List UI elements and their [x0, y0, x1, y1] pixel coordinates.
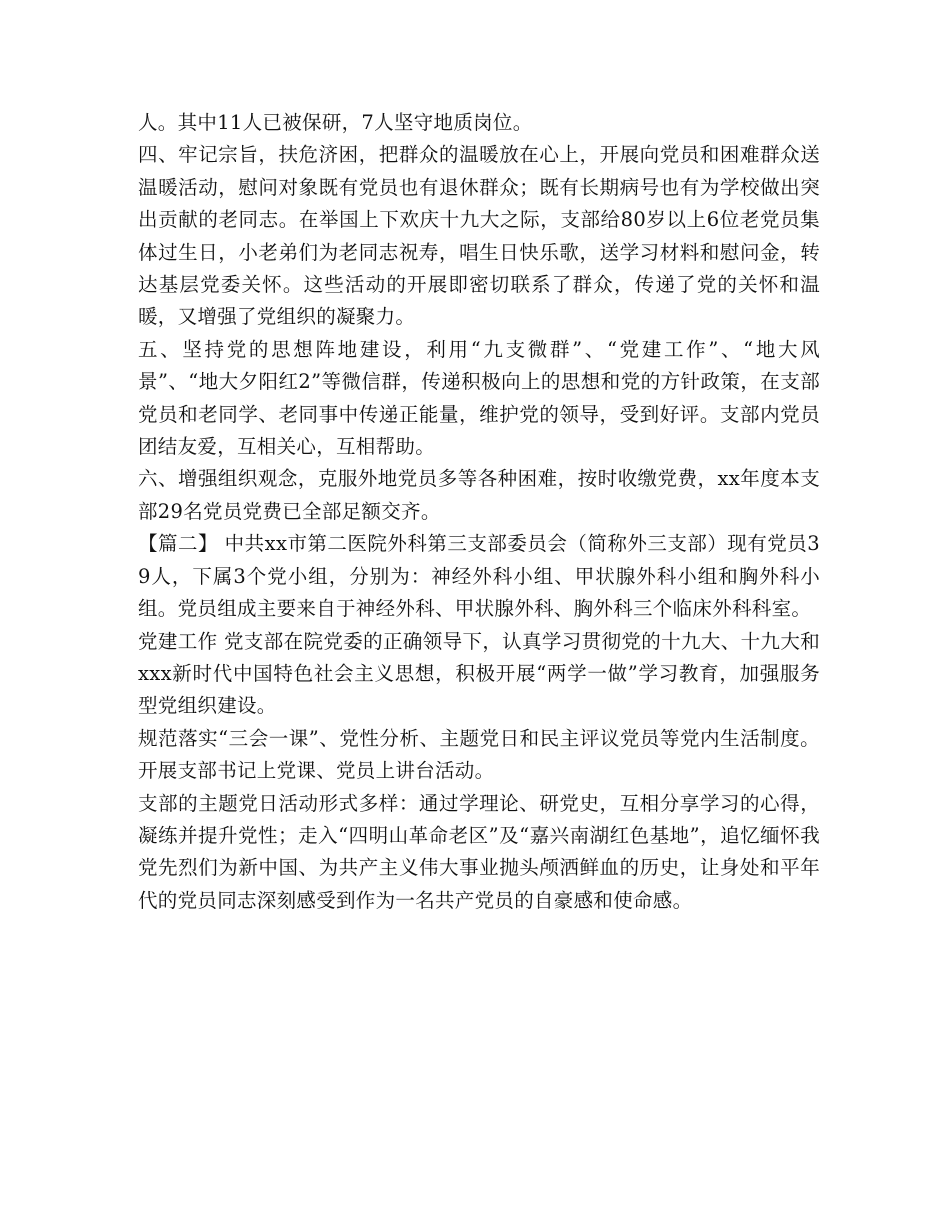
paragraph-party-building: 党建工作 党支部在院党委的正确领导下，认真学习贯彻党的十九大、十九大和xxx新时代中国特色社会主义思想，积极开展“两学一做”学习教育，加强服务型党组织建设。: [138, 629, 820, 718]
paragraph-theme-activities: 支部的主题党日活动形式多样：通过学理论、研党史，互相分享学习的心得，凝练并提升党性；走入“四明山革命老区”及“嘉兴南湖红色基地”，追忆缅怀我党先烈们为新中国、为共产主义伟大事业抛头颅洒鲜血的历史，让身处和平年代的党员同志深刻感受到作为一名共产党员的自豪感和使命感。: [138, 791, 820, 912]
paragraph-item-five: 五、坚持党的思想阵地建设，利用“九支微群”、“党建工作”、“地大风景”、“地大夕阳红2”等微信群，传递积极向上的思想和党的方针政策，在支部党员和老同学、老同事中传递正能量，维护党的领导，受到好评。支部内党员团结友爱，互相关心，互相帮助。: [138, 337, 820, 459]
document-body: [138, 107, 820, 917]
paragraph-item-four: 四、牢记宗旨，扶危济困，把群众的温暖放在心上，开展向党员和困难群众送温暖活动，慰问对象既有党员也有退休群众；既有长期病号也有为学校做出突出贡献的老同志。在举国上下欢庆十九大之际，支部给80岁以上6位老党员集体过生日，小老弟们为老同志祝寿，唱生日快乐歌，送学习材料和慰问金，转达基层党委关怀。这些活动的开展即密切联系了群众，传递了党的关怀和温暖，又增强了党组织的凝聚力。: [138, 143, 820, 329]
paragraph-standards: 规范落实“三会一课”、党性分析、主题党日和民主评议党员等党内生活制度。开展支部书记上党课、党员上讲台活动。: [138, 726, 820, 783]
paragraph-item-six: 六、增强组织观念，克服外地党员多等各种困难，按时收缴党费，xx年度本支部29名党员党费已全部足额交齐。: [138, 467, 820, 523]
paragraph-continuation: 人。其中11人已被保研，7人坚守地质岗位。: [138, 111, 533, 134]
paragraph-part-two-intro: 【篇二】 中共xx市第二医院外科第三支部委员会（简称外三支部）现有党员39人，下属3个党小组，分别为：神经外科小组、甲状腺外科小组和胸外科小组。党员组成主要来自于神经外科、甲状腺外科、胸外科三个临床外科科室。: [138, 532, 820, 621]
